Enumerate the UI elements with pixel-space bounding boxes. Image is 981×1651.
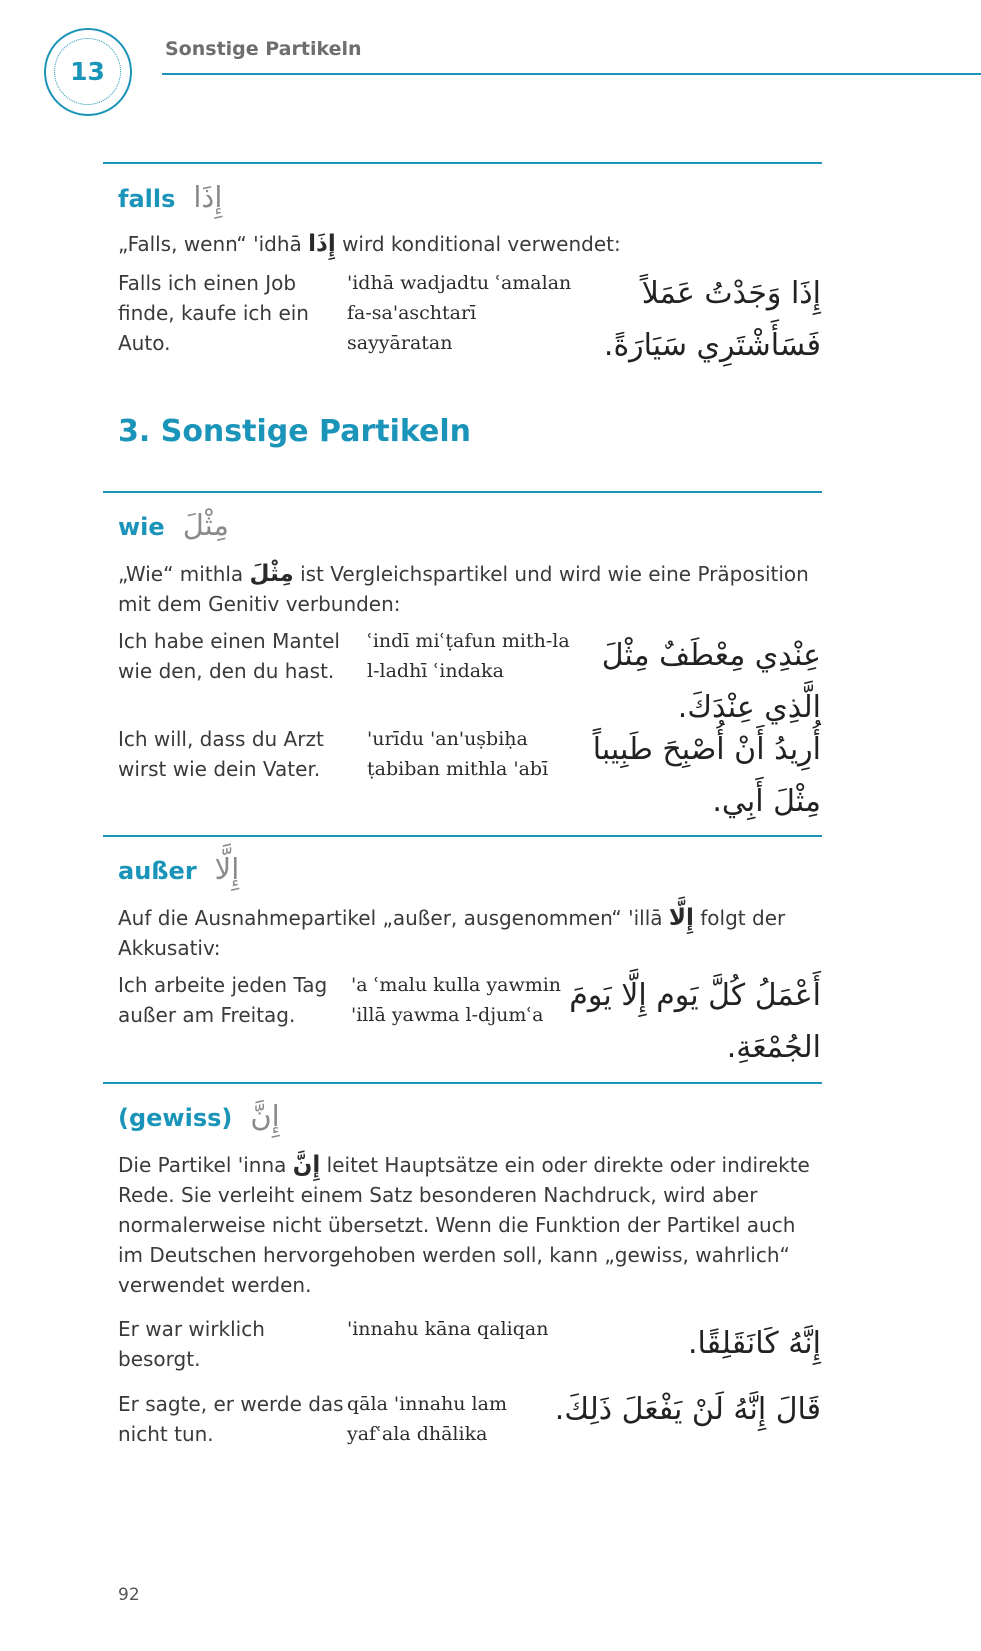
entry-heading-falls xyxy=(118,180,222,214)
entry-intro xyxy=(118,229,818,259)
entry-divider xyxy=(103,1082,822,1084)
entry-intro xyxy=(118,1150,818,1300)
intro-arabic: إِنَّ xyxy=(292,1152,321,1178)
intro-arabic: إِلَّا xyxy=(668,905,694,931)
entry-arabic: مِثْلَ xyxy=(182,508,229,542)
intro-text: „Falls, wenn“ 'idhā xyxy=(118,232,302,256)
header-rule xyxy=(162,73,981,75)
intro-text: wird konditional verwendet: xyxy=(342,232,621,256)
example-arabic: أَعْمَلُ كُلَّ يَوم إِلَّا يَومَ الجُمْعَةِ. xyxy=(569,978,821,1065)
entry-word: außer xyxy=(118,857,197,885)
page-number: 92 xyxy=(118,1585,140,1605)
entry-arabic: إِلَّا xyxy=(214,852,240,886)
intro-text: folgt der Akkusativ: xyxy=(118,906,786,960)
entry-arabic: إِنَّ xyxy=(250,1099,280,1133)
example-transliteration: 'urīdu 'an'uṣbiḥa ṭabiban mithla 'abī xyxy=(367,728,549,780)
entry-divider xyxy=(103,835,822,837)
intro-text: Auf die Ausnahmepartikel „außer, ausgenommen“ 'illā xyxy=(118,906,663,930)
entry-arabic: إِذَا xyxy=(193,180,223,214)
entry-heading-ausser xyxy=(118,852,239,886)
example-transliteration: ʿindī miʿṭafun mith-la l-ladhī ʿindaka xyxy=(367,630,570,682)
example-arabic: قَالَ إِنَّهُ لَنْ يَفْعَلَ ذَلِكَ. xyxy=(554,1392,821,1427)
entry-divider xyxy=(103,162,822,164)
entry-divider xyxy=(103,491,822,493)
entry-word: (gewiss) xyxy=(118,1104,233,1132)
example-arabic: عِنْدِي مِعْطَفٌ مِثْلَ الَّذِي عِنْدَكَ. xyxy=(601,638,821,725)
example-german: Ich arbeite jeden Tag außer am Freitag. xyxy=(118,973,328,1027)
example-arabic: أُرِيدُ أَنْ أُصْبِحَ طَبِيباً مِثْلَ أَبِي. xyxy=(592,732,821,819)
example-transliteration: 'a ʿmalu kulla yawmin 'illā yawma l-djumʿa xyxy=(351,974,562,1026)
entry-word: falls xyxy=(118,185,176,213)
running-header-title: Sonstige Partikeln xyxy=(165,38,362,60)
example-arabic: إِذَا وَجَدْتُ عَمَلاً فَسَأَشْتَرِي سَيَارَةً. xyxy=(603,276,821,363)
section-heading: 3. Sonstige Partikeln xyxy=(118,414,472,449)
example-german: Ich habe einen Mantel wie den, den du hast. xyxy=(118,629,340,683)
intro-text: leitet Hauptsätze ein oder direkte oder indirekte Rede. Sie verleiht einem Satz besonderen Nachdruck, wird aber normalerweise nicht übersetzt. Wenn die Funktion der Partikel auch im Deutschen hervorgehoben werden soll, kann „gewiss, wahrlich“ verwendet werden. xyxy=(118,1153,810,1297)
intro-text: „Wie“ mithla xyxy=(118,562,244,586)
intro-text: ist Vergleichspartikel und wird wie eine Präposition mit dem Genitiv verbunden: xyxy=(118,562,809,616)
entry-heading-gewiss xyxy=(118,1099,280,1133)
example-arabic: إِنَّهُ كَانَقَلِقًا. xyxy=(687,1326,821,1361)
entry-intro xyxy=(118,903,818,963)
example-transliteration: qāla 'innahu lam yafʿala dhālika xyxy=(347,1393,507,1445)
example-german: Er sagte, er werde das nicht tun. xyxy=(118,1392,344,1446)
example-transliteration: 'innahu kāna qaliqan xyxy=(347,1318,549,1340)
example-german: Falls ich einen Job finde, kaufe ich ein Auto. xyxy=(118,271,309,355)
entry-heading-wie xyxy=(118,508,229,542)
example-german: Er war wirklich besorgt. xyxy=(118,1317,265,1371)
chapter-number: 13 xyxy=(54,38,121,105)
entry-word: wie xyxy=(118,513,165,541)
entry-intro xyxy=(118,559,818,619)
intro-arabic: مِثْلَ xyxy=(249,561,294,587)
example-transliteration: 'idhā wadjadtu ʿamalan fa-sa'aschtarī sayyāratan xyxy=(347,272,572,354)
chapter-badge xyxy=(44,28,132,116)
intro-text: Die Partikel 'inna xyxy=(118,1153,287,1177)
intro-arabic: إِذَا xyxy=(308,231,336,257)
example-german: Ich will, dass du Arzt wirst wie dein Vater. xyxy=(118,727,324,781)
